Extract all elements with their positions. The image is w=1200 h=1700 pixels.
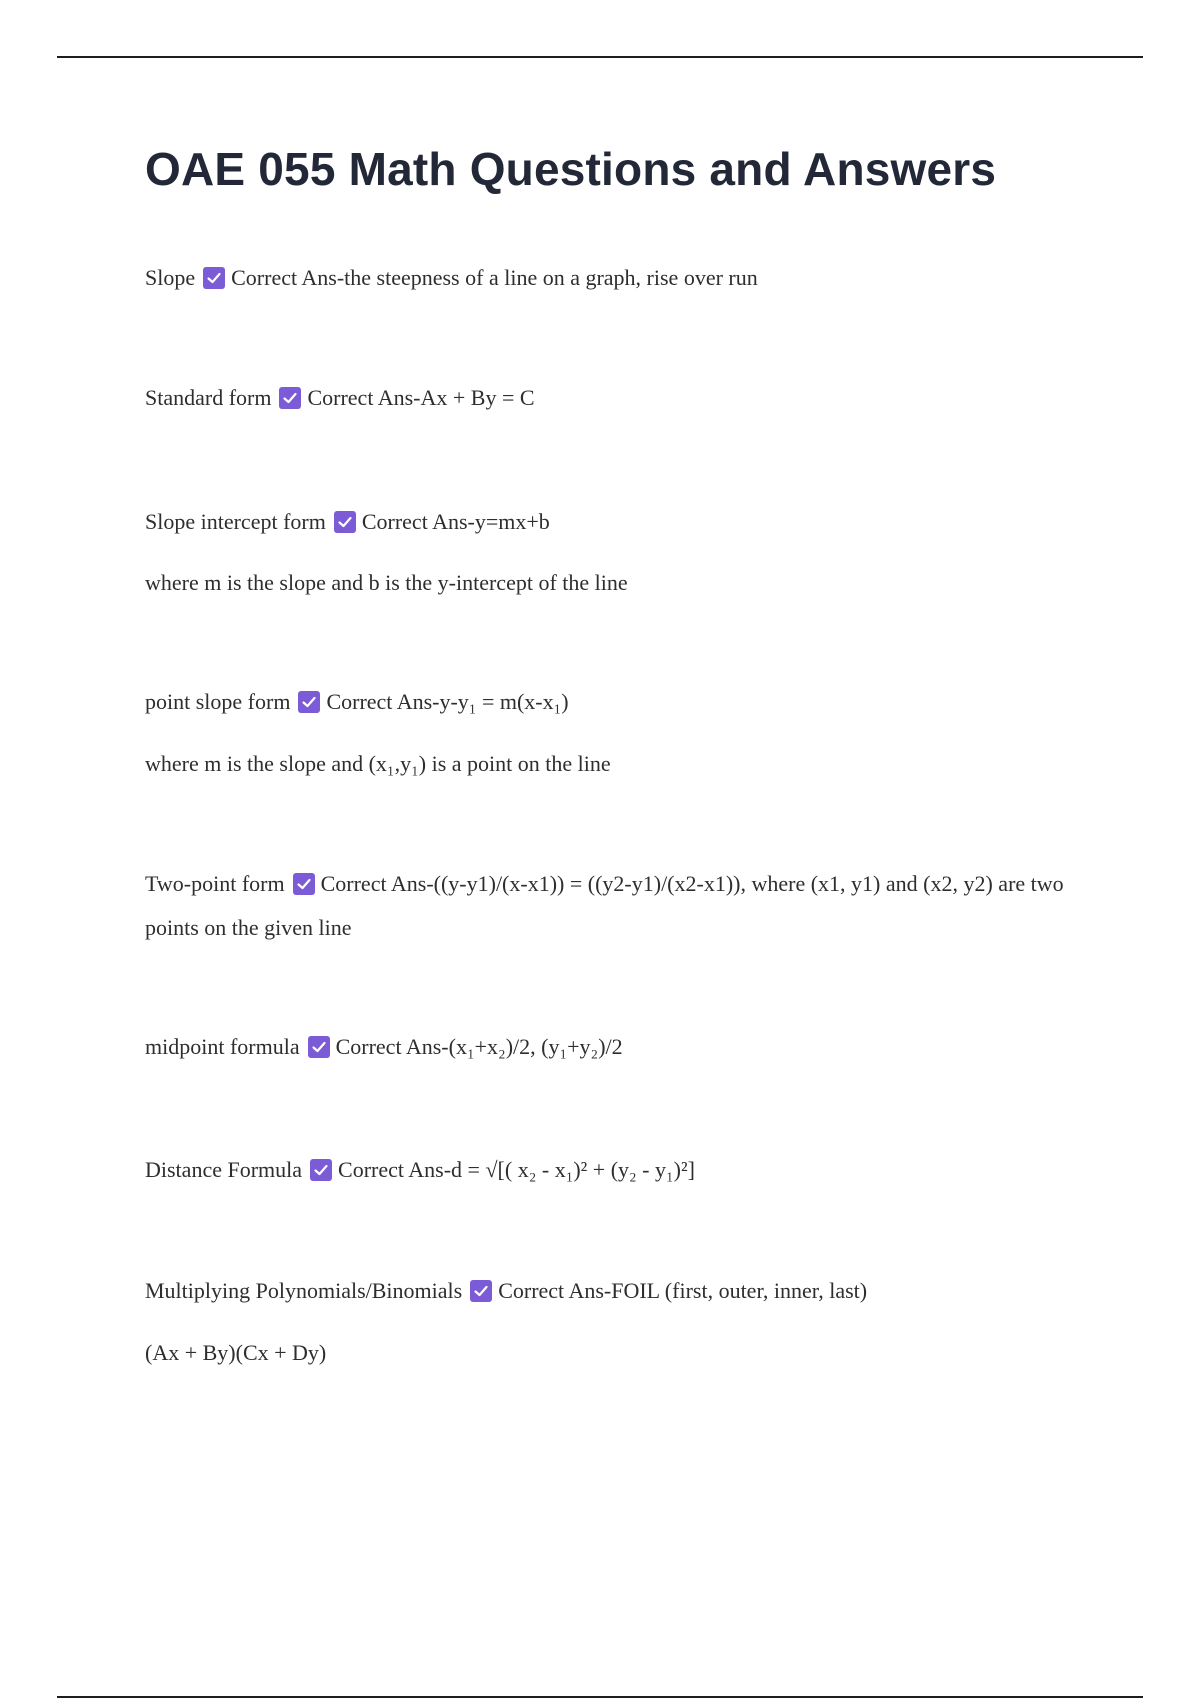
qa-note-point-slope: where m is the slope and (x₁,y₁) is a point on the line bbox=[145, 751, 611, 776]
answer: Correct Ans-(x₁+x₂)/2, (y₁+y₂)/2 bbox=[335, 1034, 623, 1059]
qa-note-slope-intercept: where m is the slope and b is the y-intercept of the line bbox=[145, 570, 628, 595]
check-box-icon bbox=[308, 1036, 330, 1058]
answer: Correct Ans-Ax + By = C bbox=[307, 385, 535, 410]
answer: Correct Ans-the steepness of a line on a graph, rise over run bbox=[231, 265, 758, 290]
page-title: OAE 055 Math Questions and Answers bbox=[145, 143, 997, 195]
qa-item-point-slope bbox=[145, 680, 569, 724]
check-box-icon bbox=[279, 387, 301, 409]
top-rule bbox=[57, 56, 1143, 58]
term: Standard form bbox=[145, 385, 272, 410]
answer: Correct Ans-y-y₁ = m(x-x₁) bbox=[326, 689, 569, 714]
term: point slope form bbox=[145, 689, 291, 714]
qa-item-standard-form bbox=[145, 376, 535, 420]
term: Slope intercept form bbox=[145, 509, 326, 534]
qa-item-slope-intercept bbox=[145, 500, 550, 544]
qa-item-slope bbox=[145, 256, 758, 300]
answer: Correct Ans-y=mx+b bbox=[361, 509, 550, 534]
answer: Correct Ans-((y-y1)/(x-x1)) = ((y2-y1)/(x2-x1)), where (x1, y1) and (x2, y2) are two points on the given line bbox=[145, 871, 1064, 940]
qa-item-two-point bbox=[145, 862, 1085, 950]
qa-note-multiplying-polynomials: (Ax + By)(Cx + Dy) bbox=[145, 1340, 327, 1365]
check-box-icon bbox=[298, 691, 320, 713]
check-box-icon bbox=[470, 1280, 492, 1302]
answer: Correct Ans-FOIL (first, outer, inner, last) bbox=[498, 1278, 868, 1303]
term: Multiplying Polynomials/Binomials bbox=[145, 1278, 463, 1303]
term: Two-point form bbox=[145, 871, 285, 896]
qa-item-distance bbox=[145, 1148, 695, 1192]
answer: Correct Ans-d = √[( x₂ - x₁)² + (y₂ - y₁)²] bbox=[338, 1157, 695, 1182]
check-box-icon bbox=[334, 511, 356, 533]
check-box-icon bbox=[293, 873, 315, 895]
bottom-rule bbox=[57, 1696, 1143, 1698]
check-box-icon bbox=[203, 267, 225, 289]
qa-item-midpoint bbox=[145, 1025, 623, 1069]
qa-item-multiplying-polynomials bbox=[145, 1269, 867, 1313]
term: Slope bbox=[145, 265, 196, 290]
term: Distance Formula bbox=[145, 1157, 303, 1182]
term: midpoint formula bbox=[145, 1034, 300, 1059]
check-box-icon bbox=[310, 1159, 332, 1181]
